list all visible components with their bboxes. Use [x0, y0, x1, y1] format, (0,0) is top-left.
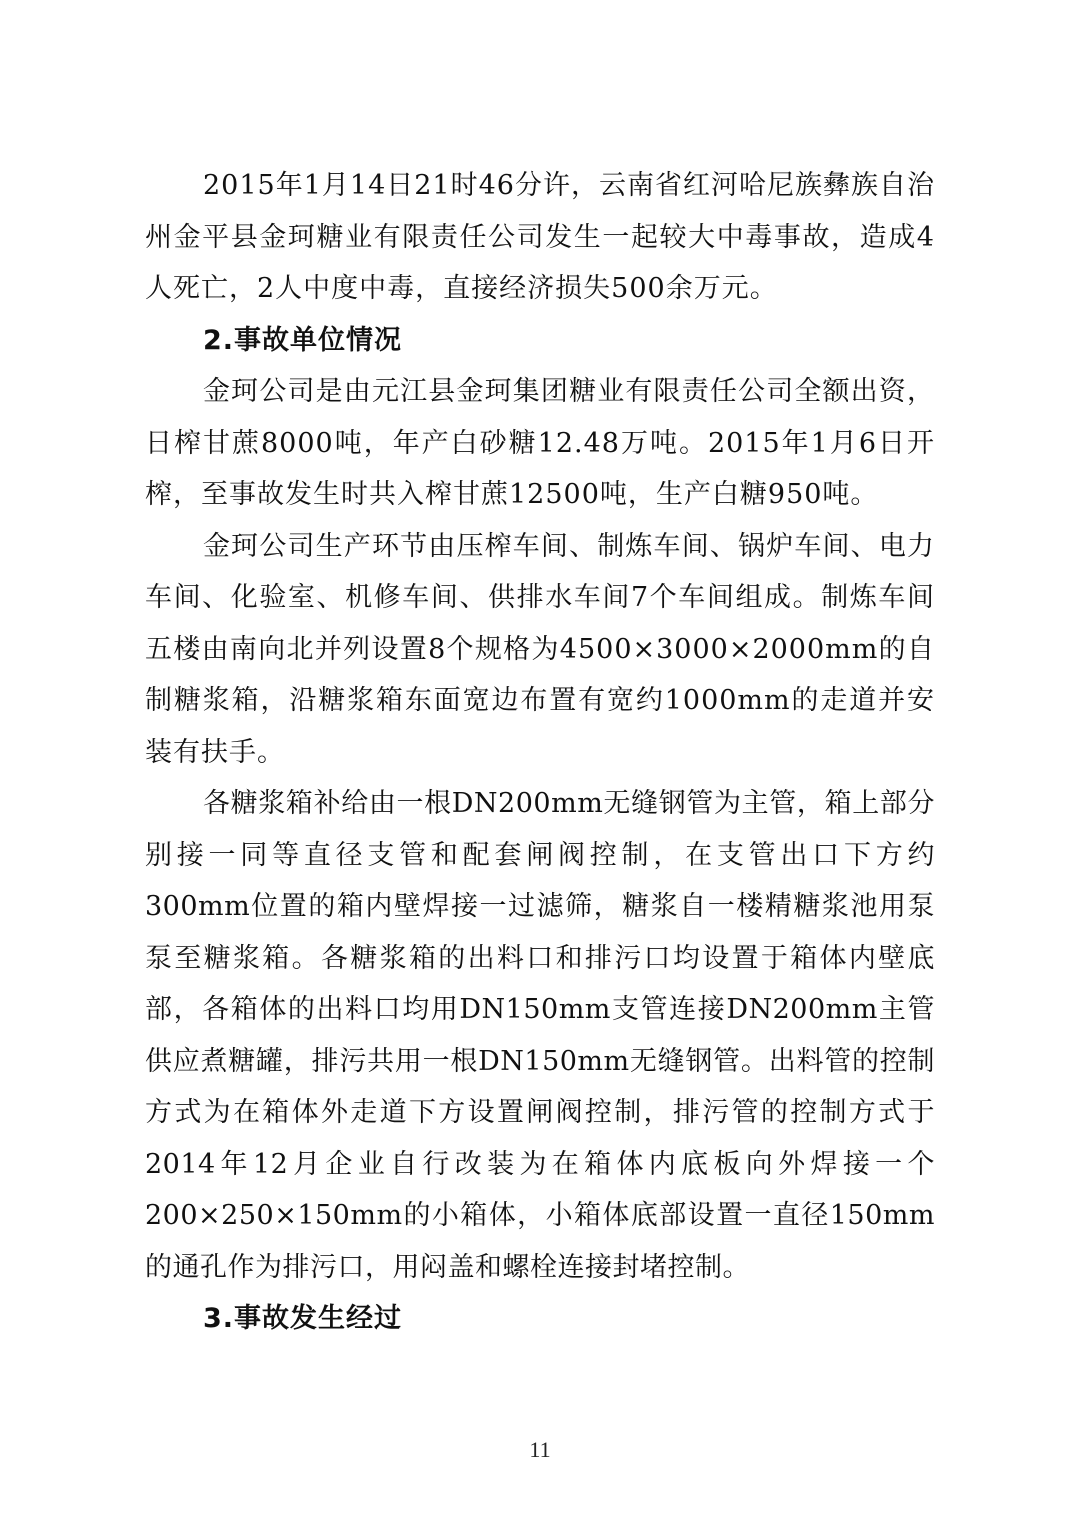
paragraph-syrup-tank-piping: 各糖浆箱补给由一根DN200mm无缝钢管为主管，箱上部分别接一同等直径支管和配套闸阀控制，在支管出口下方约300mm位置的箱内壁焊接一过滤筛，糖浆自一楼精糖浆池用泵泵至糖浆箱。各糖浆箱的出料口和排污口均设置于箱体内壁底部，各箱体的出料口均用DN150mm支管连接DN200mm主管供应煮糖罐，排污共用一根DN150mm无缝钢管。出料管的控制方式为在箱体外走道下方设置闸阀控制，排污管的控制方式于2014年12月企业自行改装为在箱体内底板向外焊接一个200×250×150mm的小箱体，小箱体底部设置一直径150mm的通孔作为排污口，用闷盖和螺栓连接封堵控制。	[145, 788, 935, 1283]
paragraph-accident-summary: 2015年1月14日21时46分许，云南省红河哈尼族彝族自治州金平县金珂糖业有限责任公司发生一起较大中毒事故，造成4人死亡，2人中度中毒，直接经济损失500余万元。	[145, 170, 935, 304]
document-body	[145, 160, 935, 1345]
section-heading-unit-info: 2.事故单位情况	[203, 324, 403, 356]
section-heading-accident-process: 3.事故发生经过	[203, 1303, 403, 1334]
paragraph-company-overview: 金珂公司是由元江县金珂集团糖业有限责任公司全额出资，日榨甘蔗8000吨，年产白砂糖12.48万吨。2015年1月6日开榨，至事故发生时共入榨甘蔗12500吨，生产白糖950吨。	[145, 376, 935, 510]
paragraph-production-workshops: 金珂公司生产环节由压榨车间、制炼车间、锅炉车间、电力车间、化验室、机修车间、供排水车间7个车间组成。制炼车间五楼由南向北并列设置8个规格为4500×3000×2000mm的自制糖浆箱，沿糖浆箱东面宽边布置有宽约1000mm的走道并安装有扶手。	[145, 530, 935, 768]
page-number: 11	[529, 1437, 551, 1462]
